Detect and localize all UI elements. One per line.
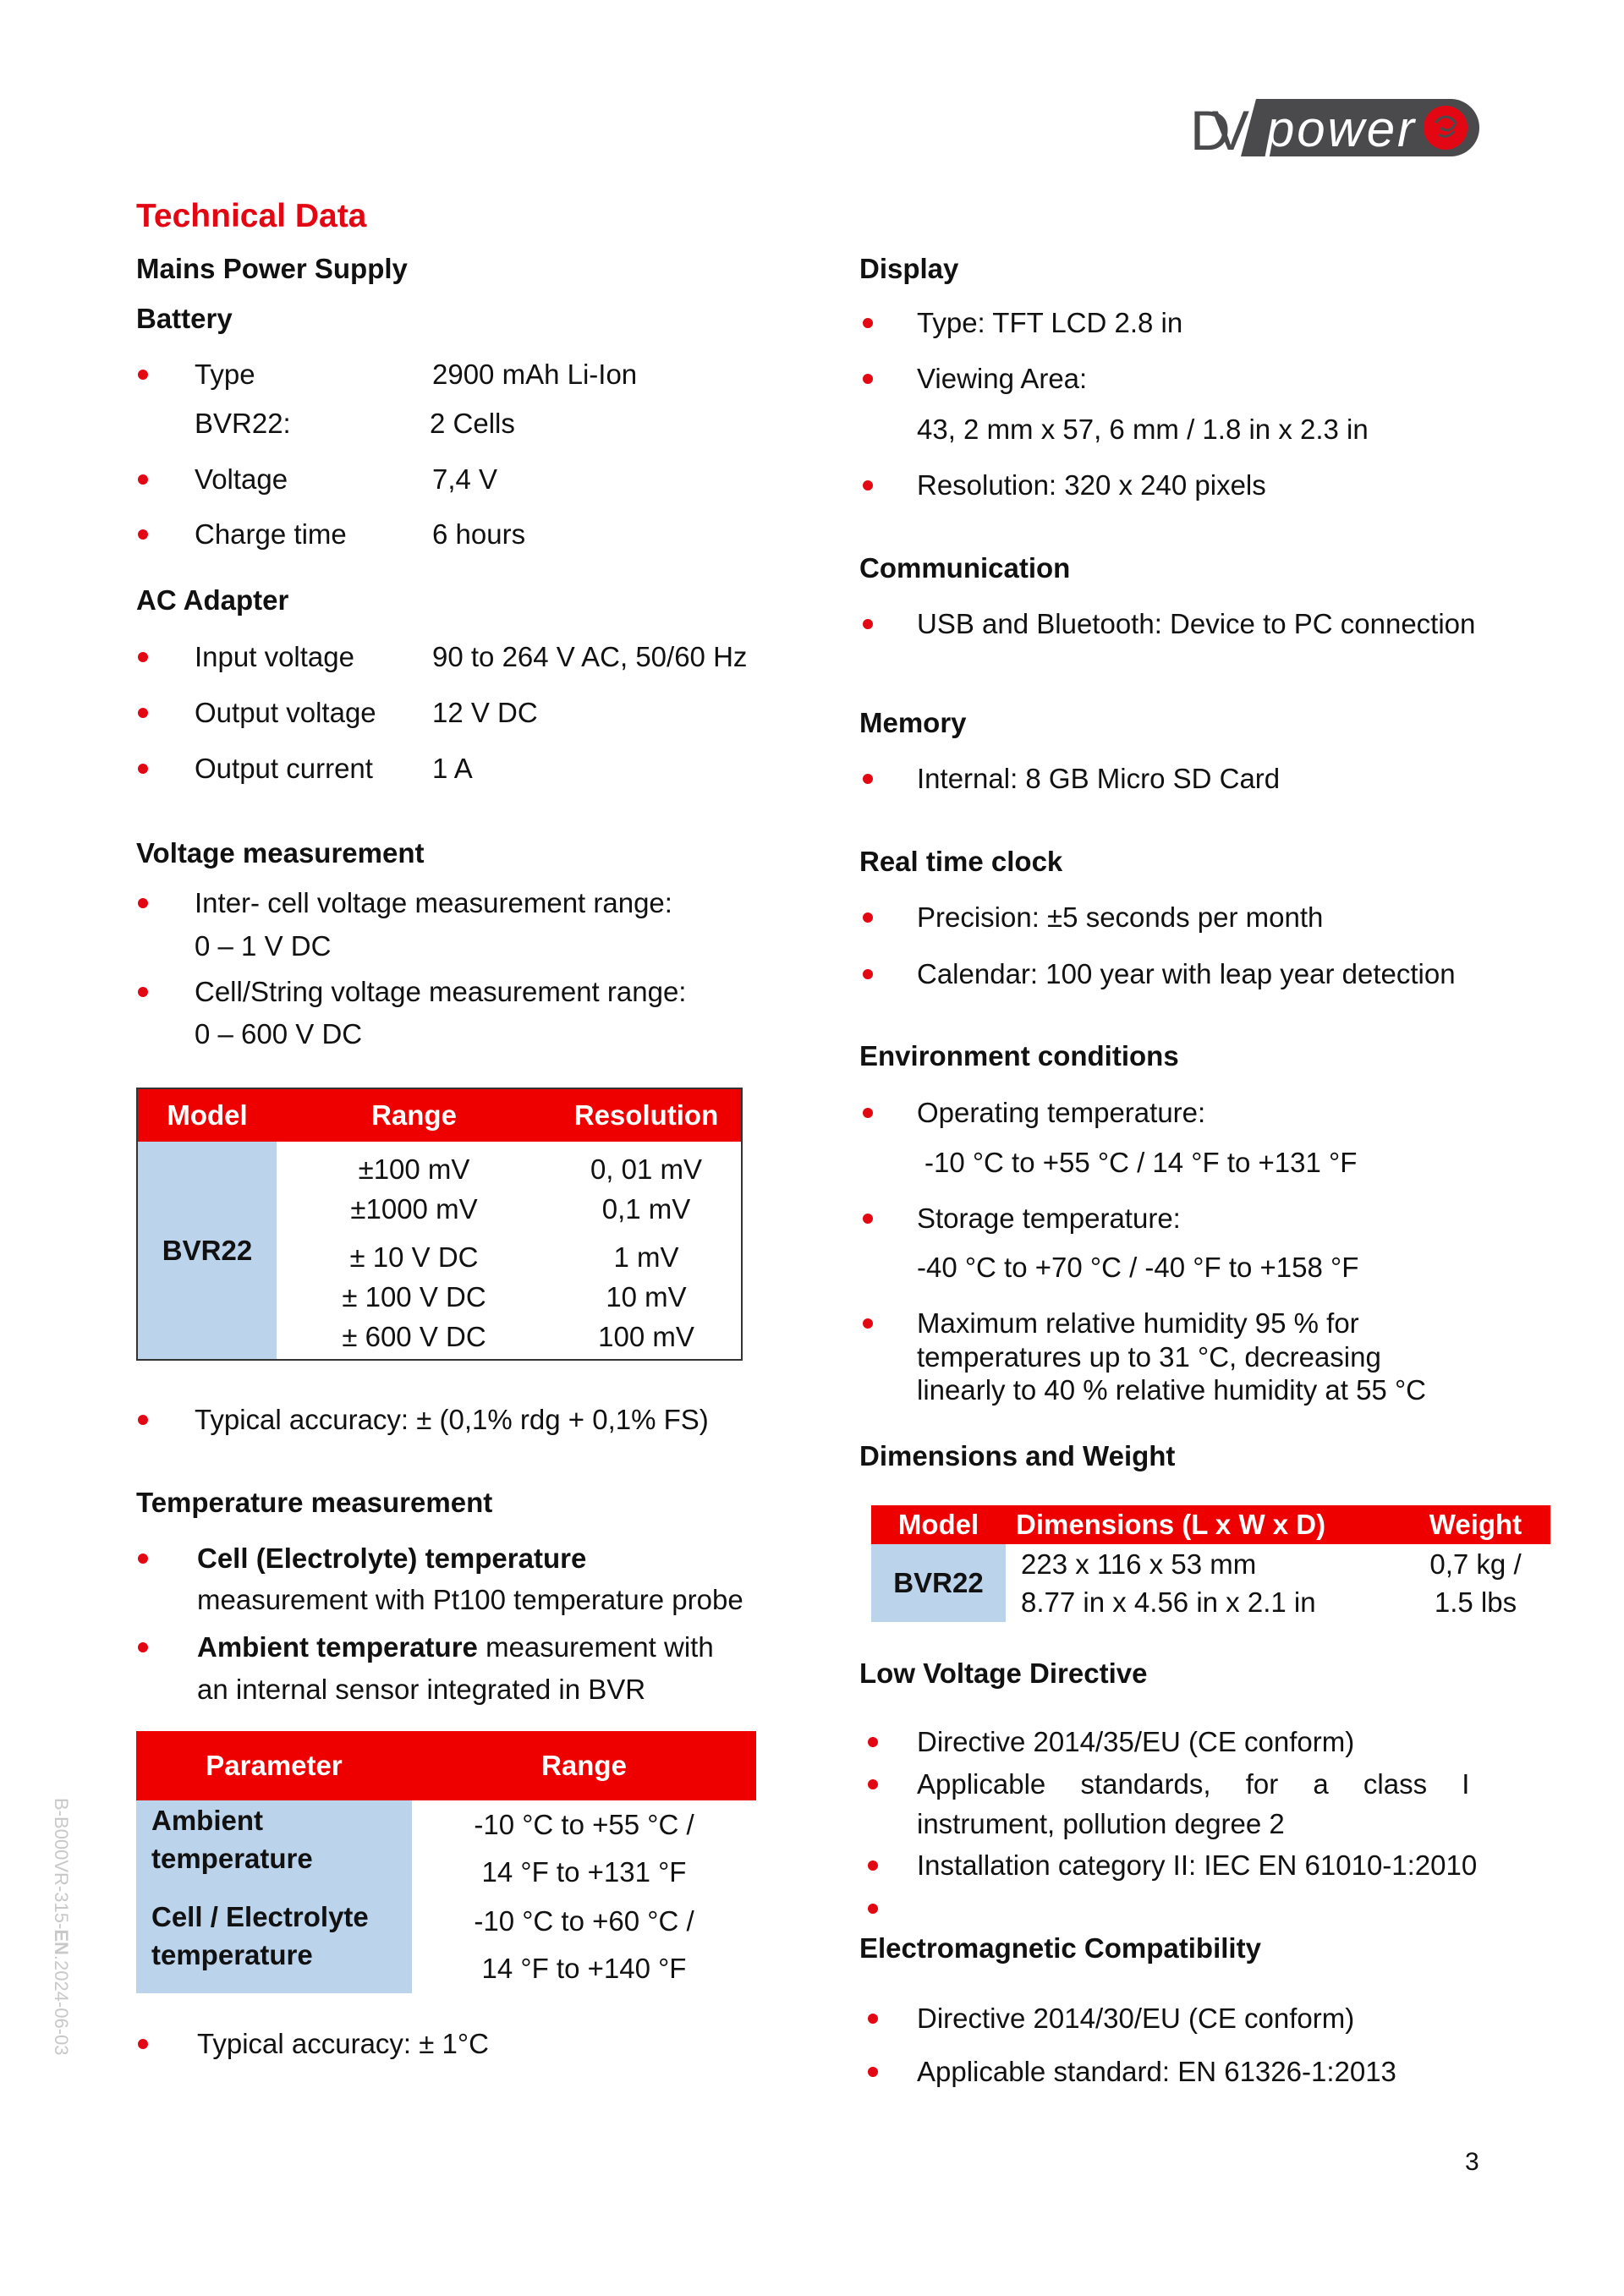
dimensions-heading: Dimensions and Weight <box>859 1440 1176 1471</box>
bullet <box>138 370 148 380</box>
bullet <box>868 1737 878 1747</box>
bullet <box>868 1904 878 1914</box>
text: Operating temperature: <box>917 1097 1206 1128</box>
th: Model <box>897 1509 979 1540</box>
ac-heading: AC Adapter <box>136 584 289 616</box>
bullet <box>868 2067 878 2077</box>
th: Resolution <box>573 1099 719 1131</box>
weight: 1.5 lbs <box>1434 1586 1517 1618</box>
label: Charge time <box>195 518 347 550</box>
bullet <box>863 1318 873 1329</box>
bullet <box>138 474 148 485</box>
label: Voltage <box>195 463 288 495</box>
text: measurement with <box>477 1631 714 1663</box>
bullet <box>863 774 873 784</box>
environment-heading: Environment conditions <box>859 1040 1179 1071</box>
label: Output current <box>195 753 373 784</box>
text: -40 °C to +70 °C / -40 °F to +158 °F <box>917 1252 1359 1283</box>
label: BVR22: <box>195 408 291 439</box>
param: temperature <box>151 1939 313 1970</box>
svg-text:DV: DV <box>1190 99 1249 160</box>
value: 1 A <box>432 753 473 784</box>
resolution: 0, 01 mV <box>590 1153 703 1185</box>
param: Ambient <box>151 1805 263 1836</box>
text: Type: TFT LCD 2.8 in <box>917 307 1183 338</box>
th: Dimensions (L x W x D) <box>1016 1509 1326 1540</box>
bullet <box>868 2014 878 2024</box>
bullet <box>863 480 873 490</box>
model-cell: BVR22 <box>137 1142 277 1360</box>
value: 2 Cells <box>430 408 515 439</box>
text: 0 – 600 V DC <box>195 1018 363 1049</box>
text: Calendar: 100 year with leap year detection <box>917 958 1456 989</box>
text: Typical accuracy: ± 1°C <box>197 2028 489 2059</box>
text: Viewing Area: <box>917 363 1088 394</box>
range: ± 100 V DC <box>342 1280 486 1312</box>
resolution: 1 mV <box>613 1241 679 1273</box>
resolution: 0,1 mV <box>601 1192 691 1225</box>
weight: 0,7 kg / <box>1429 1548 1522 1580</box>
range: 14 °F to +140 °F <box>481 1953 687 1984</box>
text: Applicable standard: EN 61326-1:2013 <box>917 2056 1396 2087</box>
text: Maximum relative humidity 95 % for <box>917 1307 1359 1339</box>
param: temperature <box>151 1843 313 1874</box>
text: USB and Bluetooth: Device to PC connection <box>917 608 1476 639</box>
page-title: Technical Data <box>136 198 367 234</box>
text: Applicable standards, for a class I <box>917 1768 1470 1800</box>
text: Storage temperature: <box>917 1203 1181 1234</box>
text: Directive 2014/35/EU (CE conform) <box>917 1726 1355 1757</box>
svg-text:power: power <box>1266 101 1414 157</box>
voltage-heading: Voltage measurement <box>136 837 425 869</box>
range: ± 10 V DC <box>349 1241 479 1273</box>
document-code: B-B000VR-315-EN.2024-06-03 <box>51 1798 72 2056</box>
rtc-heading: Real time clock <box>859 846 1063 877</box>
bullet <box>863 1108 873 1118</box>
bullet <box>138 1642 148 1652</box>
bullet <box>138 652 148 662</box>
bullet <box>863 912 873 923</box>
bullet <box>138 529 148 540</box>
text: Typical accuracy: ± (0,1% rdg + 0,1% FS) <box>195 1404 709 1435</box>
resolution: 10 mV <box>606 1280 687 1312</box>
text: temperatures up to 31 °C, decreasing <box>917 1341 1381 1373</box>
bullet <box>863 318 873 328</box>
text: Precision: ±5 seconds per month <box>917 901 1324 933</box>
bullet <box>138 764 148 774</box>
communication-heading: Communication <box>859 552 1071 584</box>
text: Resolution: 320 x 240 pixels <box>917 469 1266 501</box>
bullet <box>138 708 148 718</box>
value: 12 V DC <box>432 697 538 728</box>
page-number: 3 <box>1465 2148 1479 2176</box>
th: Range <box>371 1099 457 1131</box>
mains-heading: Mains Power Supply <box>136 253 408 284</box>
display-heading: Display <box>859 253 959 284</box>
bullet <box>138 1415 148 1425</box>
range: ± 600 V DC <box>342 1320 486 1352</box>
bullet <box>868 1860 878 1871</box>
lvd-heading: Low Voltage Directive <box>859 1658 1148 1689</box>
range: ±100 mV <box>358 1153 470 1185</box>
dimension: 223 x 116 x 53 mm <box>1021 1548 1257 1580</box>
bullet <box>868 1779 878 1789</box>
text: measurement with Pt100 temperature probe <box>197 1584 743 1615</box>
label: Input voltage <box>195 641 354 672</box>
bullet <box>863 619 873 629</box>
bullet <box>863 969 873 979</box>
text: 43, 2 mm x 57, 6 mm / 1.8 in x 2.3 in <box>917 414 1369 445</box>
text: Installation category II: IEC EN 61010-1:2010 <box>917 1849 1478 1881</box>
dvpower-logo <box>1188 96 1480 160</box>
label: Type <box>195 359 255 390</box>
label: Output voltage <box>195 697 376 728</box>
bullet <box>863 374 873 384</box>
value: 2900 mAh Li-Ion <box>432 359 638 390</box>
dimension: 8.77 in x 4.56 in x 2.1 in <box>1021 1586 1316 1618</box>
temperature-range-table <box>136 1731 756 1993</box>
bullet <box>138 898 148 908</box>
value: 7,4 V <box>432 463 498 495</box>
text: instrument, pollution degree 2 <box>917 1808 1285 1839</box>
param: Cell / Electrolyte <box>151 1901 369 1932</box>
text: Ambient temperature <box>197 1631 478 1663</box>
dimensions-table <box>871 1505 1550 1622</box>
th: Weight <box>1429 1509 1522 1540</box>
text: Directive 2014/30/EU (CE conform) <box>917 2003 1355 2034</box>
text: linearly to 40 % relative humidity at 55 °C <box>917 1374 1426 1406</box>
th: Range <box>541 1750 627 1781</box>
range: -10 °C to +60 °C / <box>474 1905 694 1937</box>
temp-heading: Temperature measurement <box>136 1487 493 1518</box>
voltage-range-table <box>136 1088 743 1361</box>
text: -10 °C to +55 °C / 14 °F to +131 °F <box>924 1147 1358 1178</box>
bullet <box>138 2039 148 2049</box>
bullet <box>138 1553 148 1564</box>
th: Parameter <box>206 1750 343 1781</box>
bullet <box>138 987 148 997</box>
bullet <box>863 1214 873 1224</box>
th: Model <box>167 1099 248 1131</box>
range: 14 °F to +131 °F <box>481 1856 687 1888</box>
text: Cell/String voltage measurement range: <box>195 976 687 1007</box>
range: ±1000 mV <box>350 1192 478 1225</box>
memory-heading: Memory <box>859 707 967 738</box>
battery-heading: Battery <box>136 303 233 334</box>
text: an internal sensor integrated in BVR <box>197 1674 646 1705</box>
text: Cell (Electrolyte) temperature <box>197 1543 587 1574</box>
emc-heading: Electromagnetic Compatibility <box>859 1932 1261 1964</box>
value: 6 hours <box>432 518 526 550</box>
value: 90 to 264 V AC, 50/60 Hz <box>432 641 748 672</box>
range: -10 °C to +55 °C / <box>474 1809 694 1840</box>
resolution: 100 mV <box>598 1320 694 1352</box>
text: 0 – 1 V DC <box>195 930 332 962</box>
model-cell: BVR22 <box>871 1544 1006 1622</box>
text: Inter- cell voltage measurement range: <box>195 887 672 918</box>
text: Internal: 8 GB Micro SD Card <box>917 763 1281 794</box>
